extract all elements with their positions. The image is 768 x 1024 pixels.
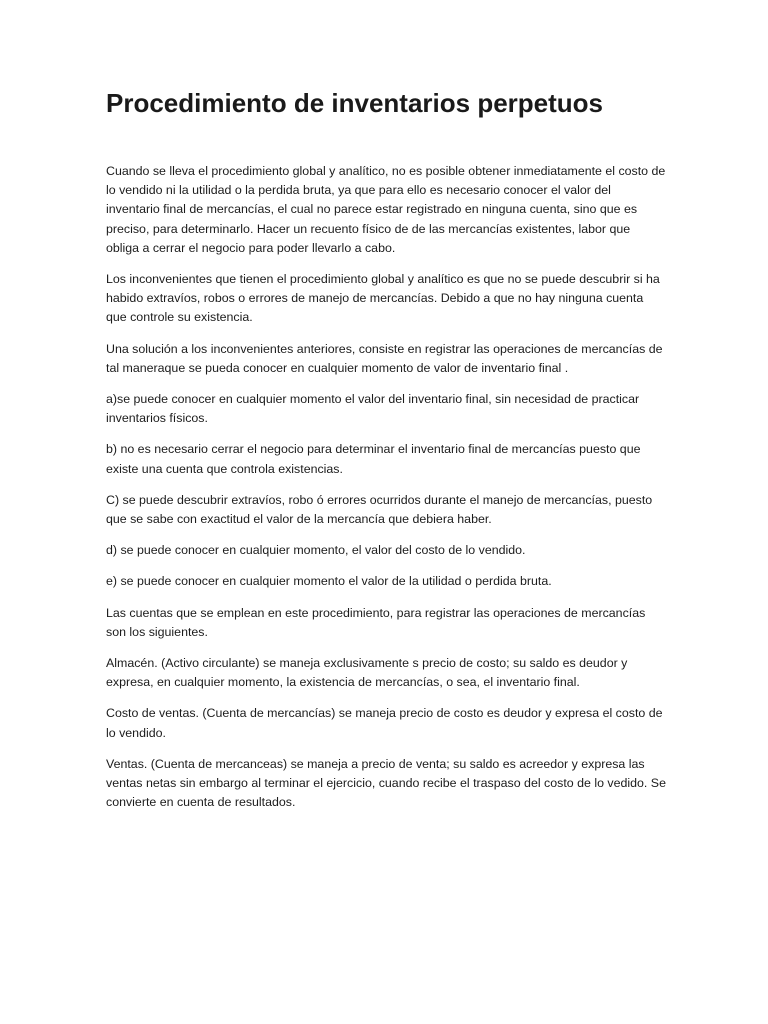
paragraph-cuentas: Las cuentas que se emplean en este procedimiento, para registrar las operaciones de mercancías son los siguientes.	[106, 605, 646, 639]
paragraph-item-e: e) se puede conocer en cualquier momento el valor de la utilidad o perdida bruta.	[106, 574, 552, 589]
document-body	[106, 162, 666, 824]
paragraph-ventas: Ventas. (Cuenta de mercanceas) se maneja a precio de venta; su saldo es acreedor y expresa las ventas netas sin embargo al terminar el ejercicio, cuando recibe el traspaso del costo de lo vedido. Se convierte en cuenta de resultados.	[106, 756, 666, 810]
paragraph-inconvenientes: Los inconvenientes que tienen el procedimiento global y analítico es que no se puede descubrir si ha habido extravíos, robos o errores de manejo de mercancías. Debido a que no hay ninguna cuenta que controle su existencia.	[106, 272, 660, 325]
paragraph-item-b: b) no es necesario cerrar el negocio para determinar el inventario final de mercancías puesto que existe una cuenta que controla existencias.	[106, 442, 641, 476]
paragraph-item-d: d) se puede conocer en cualquier momento, el valor del costo de lo vendido.	[106, 543, 526, 558]
paragraph-almacen: Almacén. (Activo circulante) se maneja exclusivamente s precio de costo; su saldo es deudor y expresa, en cualquier momento, la existencia de mercancías, o sea, el inventario final.	[106, 656, 628, 690]
paragraph-intro: Cuando se lleva el procedimiento global y analítico, no es posible obtener inmediatamente el costo de lo vendido ni la utilidad o la perdida bruta, ya que para ello es necesario conocer el valor del inventario final de mercancías, el cual no parece estar registrado en ninguna cuenta, sino que es preciso, para determinarlo. Hacer un recuento físico de de las mercancías existentes, labor que obliga a cerrar el negocio para poder llevarlo a cabo.	[106, 164, 666, 255]
paragraph-solucion: Una solución a los inconvenientes anteriores, consiste en registrar las operaciones de mercancías de tal maneraque se pueda conocer en cualquier momento de valor de inventario final .	[106, 341, 663, 375]
paragraph-costo-ventas: Costo de ventas. (Cuenta de mercancías) se maneja precio de costo es deudor y expresa el costo de lo vendido.	[106, 706, 663, 740]
document-title: Procedimiento de inventarios perpetuos	[106, 88, 603, 118]
paragraph-item-c: C) se puede descubrir extravíos, robo ó errores ocurridos durante el manejo de mercancías, puesto que se sabe con exactitud el valor de la mercancía que debiera haber.	[106, 492, 653, 527]
paragraph-item-a: a)se puede conocer en cualquier momento el valor del inventario final, sin necesidad de practicar inventarios físicos.	[106, 392, 640, 426]
